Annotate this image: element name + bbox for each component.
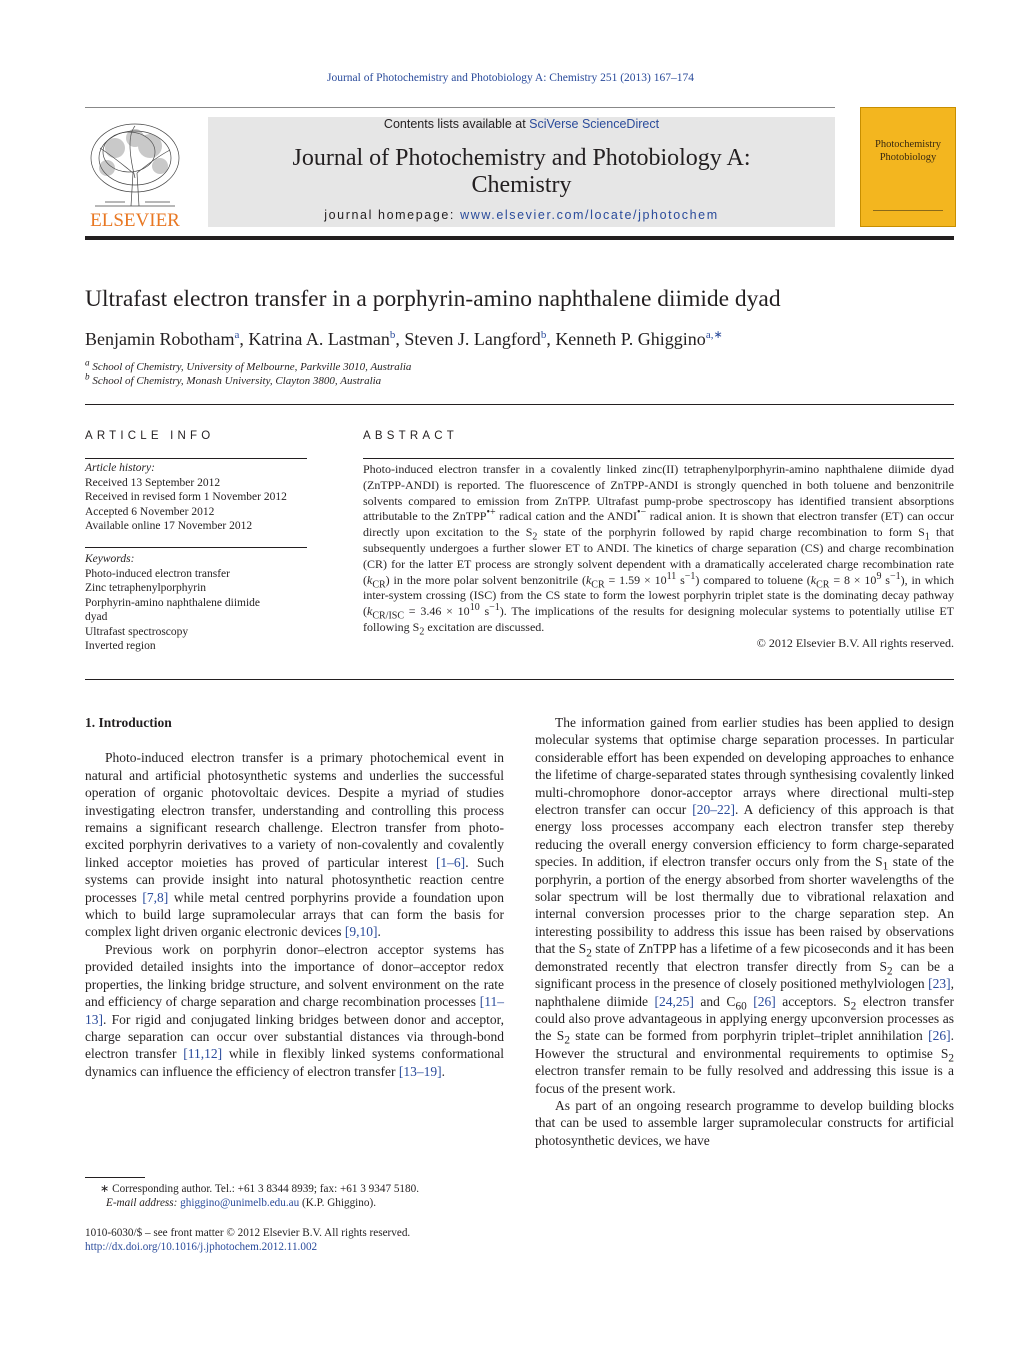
paragraph: Photo-induced electron transfer is a primary photochemical event in natural and artificial photosynthetic systems and underlies the successful operation of organic photovoltaic devices. Despite a myriad of studies investigating electron transfer, understanding and controlling this process remains a significant research challenge. Electron transfer from photo-excited porphyrin derivatives to a variety of non-covalently and covalently linked acceptor moieties has proved of particular interest [1–6]. Such systems can provide insight into natural photosynthetic reaction centre processes [7,8] while metal centred porphyrins provide a foundation upon which to build large supramolecular arrays that can form the basis for complex light driven organic electronic devices [9,10]. (85, 750, 505, 940)
email-note (106, 1196, 376, 1211)
affiliation-marker: a (85, 357, 90, 368)
keywords (85, 552, 307, 654)
citation-link[interactable]: [26] (928, 1028, 951, 1044)
paragraph: The information gained from earlier studies has been applied to design molecular systems that optimise charge separation processes. In particular considerable effort has been expended on developing approaches to enhance the lifetime of charge-separated states through synthesising covalently linked multi-chromophore donor-acceptor arrays where directional multi-step electron transfer can occur [20–22]. A deficiency of this approach is that energy loss processes accompany each electron transfer step thereby reducing the overall energy conversion efficiency to form charge-separated species. In addition, if electron transfer occurs only from the $S_1$ state of the porphyrin, a portion of the energy absorbed from shorter wavelengths of the solar spectrum will be lost thermally due to vibrational relaxation and internal conversion processes prior to the charge separation step. An interesting possibility to address this issue has been raised by observations that the $S_2$ state of ZnTPP has a lifetime of a few picoseconds and it has been demonstrated recently that electron transfer directly from $S_2$ can be a significant process in the presence of closely positioned methylviologen [23], naphthalene diimide [24,25] and $C_{60}$ [26] acceptors. $S_2$ electron transfer could also prove advantageous in applying energy upconversion processes as the $S_2$ state can be formed from porphyrin triplet–triplet annihilation [26]. However the structural and environmental requirements to optimise $S_2$ electron transfer remain to be fully resolved and addressing this issue is a focus of the present work. (535, 715, 955, 1096)
citation-link[interactable]: [26] (753, 993, 776, 1009)
keyword-item: Inverted region (85, 640, 156, 652)
keywords-rule (85, 547, 307, 548)
citation-link[interactable]: [23] (928, 976, 951, 992)
homepage-link[interactable]: www.elsevier.com/locate/jphotochem (460, 208, 719, 222)
journal-citation[interactable]: Journal of Photochemistry and Photobiology A: Chemistry 251 (2013) 167–174 (326, 72, 695, 84)
doi-link[interactable]: http://dx.doi.org/10.1016/j.jphotochem.2012.11.002 (85, 1241, 318, 1253)
sciencedirect-link[interactable]: SciVerse ScienceDirect (529, 117, 660, 131)
contents-prefix: Contents lists available at (383, 117, 530, 131)
email-suffix: (K.P. Ghiggino). (299, 1197, 376, 1209)
email-label: E-mail address: (106, 1197, 181, 1209)
header-rule (85, 107, 835, 108)
keywords-label: Keywords: (85, 553, 135, 565)
author-name[interactable]: Kenneth P. Ghiggino (555, 329, 706, 349)
abstract-text: Photo-induced electron transfer in a covalently linked zinc(II) tetraphenylporphyrin-amino naphthalene diimide dyad (ZnTPP-ANDI) is reported. The fluorescence of ZnTPP-ANDI is strongly quenched in both toluene and benzonitrile solvents compared to emission from ZnTPP. Ultrafast pump-probe spectroscopy has identified transient absorptions attributable to the ZnTPP•+ radical cation and the ANDI•− radical anion. It is shown that electron transfer (ET) can occur directly upon excitation to the $S_2$ state of the porphyrin followed by rapid charge recombination to form $S_1$ that subsequently undergoes a further slower ET to ANDI. The kinetics of charge separation (CS) and charge recombination (CR) for the latter ET process are strongly solvent dependent with a dramatically accelerated charge recombination rate $(k_{CR})$ in the more polar solvent benzonitrile ($k_{CR} = 1.59 \times 10^{11}$ $s^{-1}$) compared to toluene ($k_{CR} = 8 \times 10^9$ $s^{-1}$), in which inter-system crossing (ISC) from the CS state to form the lowest porphyrin triplet state is the dominating decay pathway ($k_{CR/ISC} = 3.46 \times 10^{10}$ $s^{-1}$). The implications of the results for designing molecular systems to potentially utilise ET following $S_2$ excitation are discussed. © 2012 Elsevier B.V. All rights reserved. (363, 462, 954, 650)
section-rule (85, 679, 954, 680)
homepage-prefix: journal homepage: (324, 208, 461, 222)
body-left-column (85, 714, 504, 1080)
keyword-item: Photo-induced electron transfer (85, 567, 230, 580)
history-item: Available online 17 November 2012 (85, 520, 253, 532)
email-link[interactable]: ghiggino@unimelb.edu.au (180, 1197, 300, 1209)
keyword-item: Zinc tetraphenylporphyrin (85, 582, 207, 594)
article-info-rule (85, 458, 307, 459)
paragraph: Previous work on porphyrin donor–electron acceptor systems has provided detailed insights into the importance of donor–acceptor redox properties, the linking bridge structure, and solvent environment on the rate and efficiency of charge separation and charge recombination processes [11–13]. For rigid and conjugated linking bridges between donor and acceptor, charge separation can occur over substantial distances via through-bond electron transfer [11,12] while in flexibly linked systems conformational dynamics can influence the efficiency of electron transfer [13–19]. (85, 941, 505, 1079)
citation-link[interactable]: [24,25] (654, 993, 694, 1009)
history-item: Received in revised form 1 November 2012 (85, 491, 287, 503)
journal-cover-thumbnail[interactable] (860, 107, 956, 227)
author-name[interactable]: Katrina A. Lastman (248, 329, 390, 349)
author-affil-marker[interactable]: a (234, 329, 240, 341)
cover-title (865, 138, 951, 164)
contents-line (208, 117, 835, 131)
abstract-rule (363, 458, 954, 459)
article-info-heading: ARTICLE INFO (85, 430, 215, 442)
affiliation-text: School of Chemistry, Monash University, Clayton 3800, Australia (92, 375, 382, 387)
elsevier-logo (85, 118, 185, 231)
footnote-rule (85, 1177, 145, 1178)
citation-link[interactable]: [11–13] (85, 994, 504, 1027)
section-rule (85, 404, 954, 405)
abstract-heading: ABSTRACT (363, 430, 458, 442)
affiliation (85, 357, 412, 373)
author-list: Benjamin Robotham$^a$, Katrina A. Lastman$^b$, Steven J. Langford$^b$, Kenneth P. Ghiggino$^{a,∗}$ (85, 329, 723, 349)
affiliation (85, 371, 382, 387)
citation-link[interactable]: [13–19] (398, 1063, 442, 1079)
author-affil-marker[interactable]: b (540, 329, 547, 341)
journal-banner (208, 117, 835, 227)
publisher-name: ELSEVIER (90, 210, 180, 231)
issn-line: 1010-6030/$ – see front matter © 2012 Elsevier B.V. All rights reserved. (85, 1227, 411, 1239)
corresponding-author-note: ∗ Corresponding author. Tel.: +61 3 8344 8939; fax: +61 3 9347 5180. (100, 1183, 420, 1195)
keyword-item: Ultrafast spectroscopy (85, 625, 189, 638)
author-affil-marker[interactable]: a,∗ (705, 329, 723, 341)
citation-link[interactable]: [7,8] (142, 889, 169, 905)
journal-title (208, 145, 835, 199)
author-affil-marker[interactable]: b (389, 329, 396, 341)
article-title: Ultrafast electron transfer in a porphyrin-amino naphthalene diimide dyad (85, 286, 781, 312)
history-item: Accepted 6 November 2012 (85, 505, 215, 518)
keyword-item: Porphyrin-amino naphthalene diimide (85, 596, 261, 609)
cover-title-line1: Photochemistry (875, 139, 941, 150)
citation-link[interactable]: [9,10] (344, 924, 378, 940)
paragraph: As part of an ongoing research programme to develop building blocks that can be used to assemble larger supramolecular constructs for artificial photosynthetic devices, we have (535, 1097, 954, 1148)
header-thick-rule (85, 236, 954, 240)
citation-link[interactable]: [1–6] (435, 854, 466, 870)
history-label: Article history: (85, 462, 155, 474)
author-name[interactable]: Steven J. Langford (404, 329, 541, 349)
author-name[interactable]: Benjamin Robotham (85, 329, 235, 349)
section-heading: 1. Introduction (85, 715, 172, 730)
abstract-copyright: © 2012 Elsevier B.V. All rights reserved. (756, 635, 954, 650)
article-history (85, 461, 307, 534)
citation-link[interactable]: [11,12] (183, 1046, 223, 1062)
cover-rule (873, 210, 943, 211)
history-item: Received 13 September 2012 (85, 476, 221, 489)
affiliation-marker: b (85, 371, 90, 382)
journal-title-line1: Journal of Photochemistry and Photobiology A: (292, 145, 751, 171)
citation-link[interactable]: [20–22] (692, 802, 735, 818)
keyword-item: dyad (85, 611, 108, 623)
body-right-column (535, 714, 954, 1149)
journal-homepage (208, 208, 835, 222)
journal-title-line2: Chemistry (471, 172, 572, 198)
cover-title-line2: Photobiology (879, 152, 937, 163)
affiliation-text: School of Chemistry, University of Melbourne, Parkville 3010, Australia (92, 361, 412, 373)
